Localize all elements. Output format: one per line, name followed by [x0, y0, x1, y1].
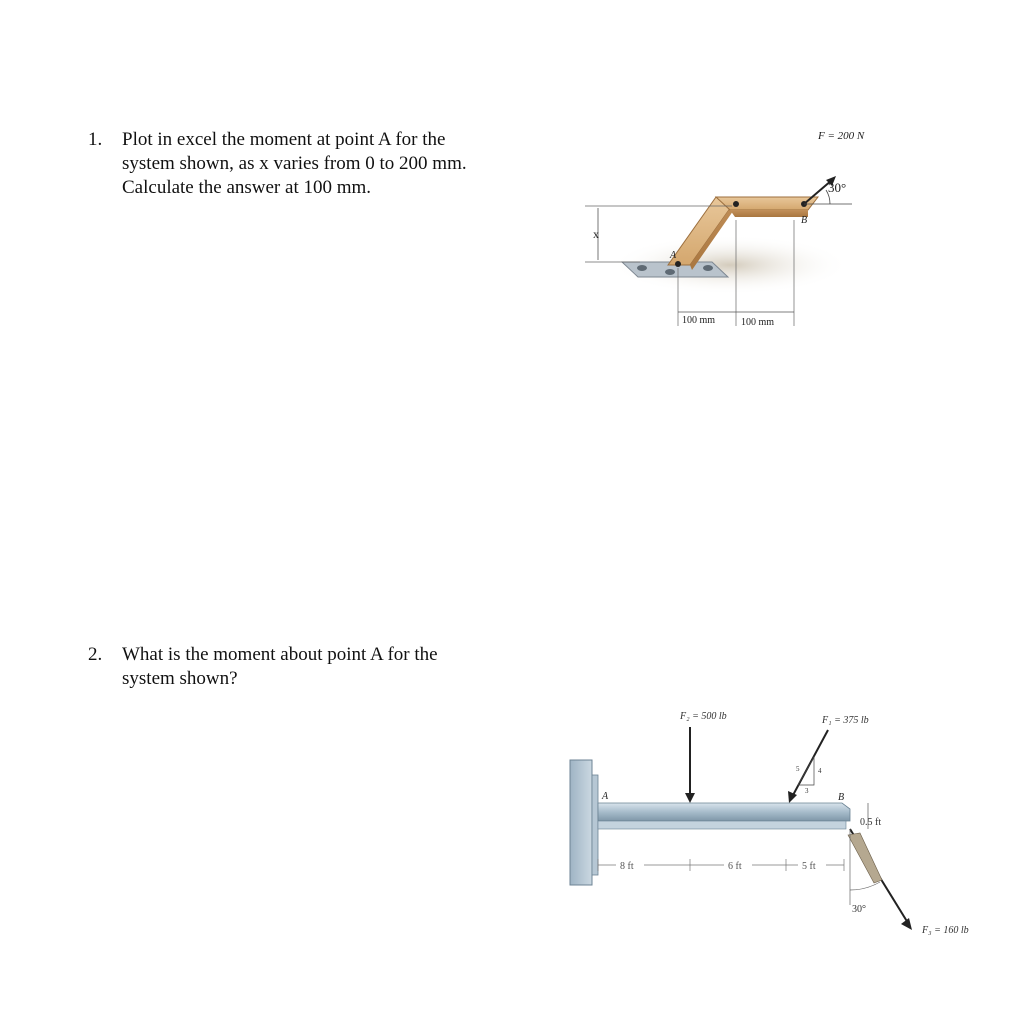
angle-label: 30° — [828, 180, 847, 195]
bolt-icon — [665, 269, 675, 275]
dim-2-label: 6 ft — [728, 861, 742, 872]
beam-flange — [598, 821, 846, 829]
force-f2-label: F₂ = 500 lb — [680, 711, 727, 722]
beam — [598, 803, 850, 821]
problem-2-line-1: What is the moment about point A for the — [122, 644, 438, 665]
wall-support — [570, 760, 592, 885]
force-f1-label: F₁ = 375 lb — [822, 715, 869, 726]
problem-1-number: 1. — [88, 129, 103, 150]
force-f3-label: F₃ = 160 lb — [922, 925, 969, 936]
dim-3-label: 5 ft — [802, 861, 816, 872]
dim-1-label: 100 mm — [682, 315, 716, 326]
force-label: F = 200 N — [818, 130, 865, 142]
cable-attachment — [848, 833, 882, 883]
figure-1-bent-bar — [580, 120, 880, 340]
dim-1-label: 8 ft — [620, 861, 634, 872]
bolt-icon — [703, 265, 713, 271]
problem-2-line-2: system shown? — [122, 668, 238, 689]
force-f2-arrowhead-icon — [685, 793, 695, 803]
slope-triangle — [798, 757, 814, 785]
point-b-label: B — [838, 792, 845, 803]
dim-2-label: 100 mm — [741, 317, 775, 328]
problem-1-line-3: Calculate the answer at 100 mm. — [122, 177, 372, 198]
wall-flange — [592, 775, 598, 875]
problem-1-line-2: system shown, as x varies from 0 to 200 mm. — [122, 153, 467, 174]
problem-2-statement — [122, 643, 438, 691]
point-a-label: A — [602, 791, 609, 802]
force-f1-arrowhead-icon — [788, 791, 797, 803]
slope-run-label: 3 — [805, 787, 809, 795]
problem-1-statement — [122, 128, 467, 200]
height-label: x — [593, 227, 599, 241]
bolt-icon — [637, 265, 647, 271]
offset-label: 0.5 ft — [860, 817, 882, 828]
point-b-label: B — [801, 215, 808, 226]
problem-1-line-1: Plot in excel the moment at point A for the — [122, 129, 446, 150]
figure-2-cantilever-beam — [560, 705, 1000, 945]
slope-hyp-label: 5 — [796, 765, 800, 773]
problem-2-number: 2. — [88, 644, 103, 665]
slope-rise-label: 4 — [818, 767, 822, 775]
angle-arc — [850, 882, 880, 890]
bar-horizontal-arm-side — [730, 210, 808, 217]
point-a-marker — [675, 261, 681, 267]
angle-label: 30° — [852, 904, 866, 915]
point-a-label: A — [670, 250, 677, 261]
corner-marker — [733, 201, 739, 207]
